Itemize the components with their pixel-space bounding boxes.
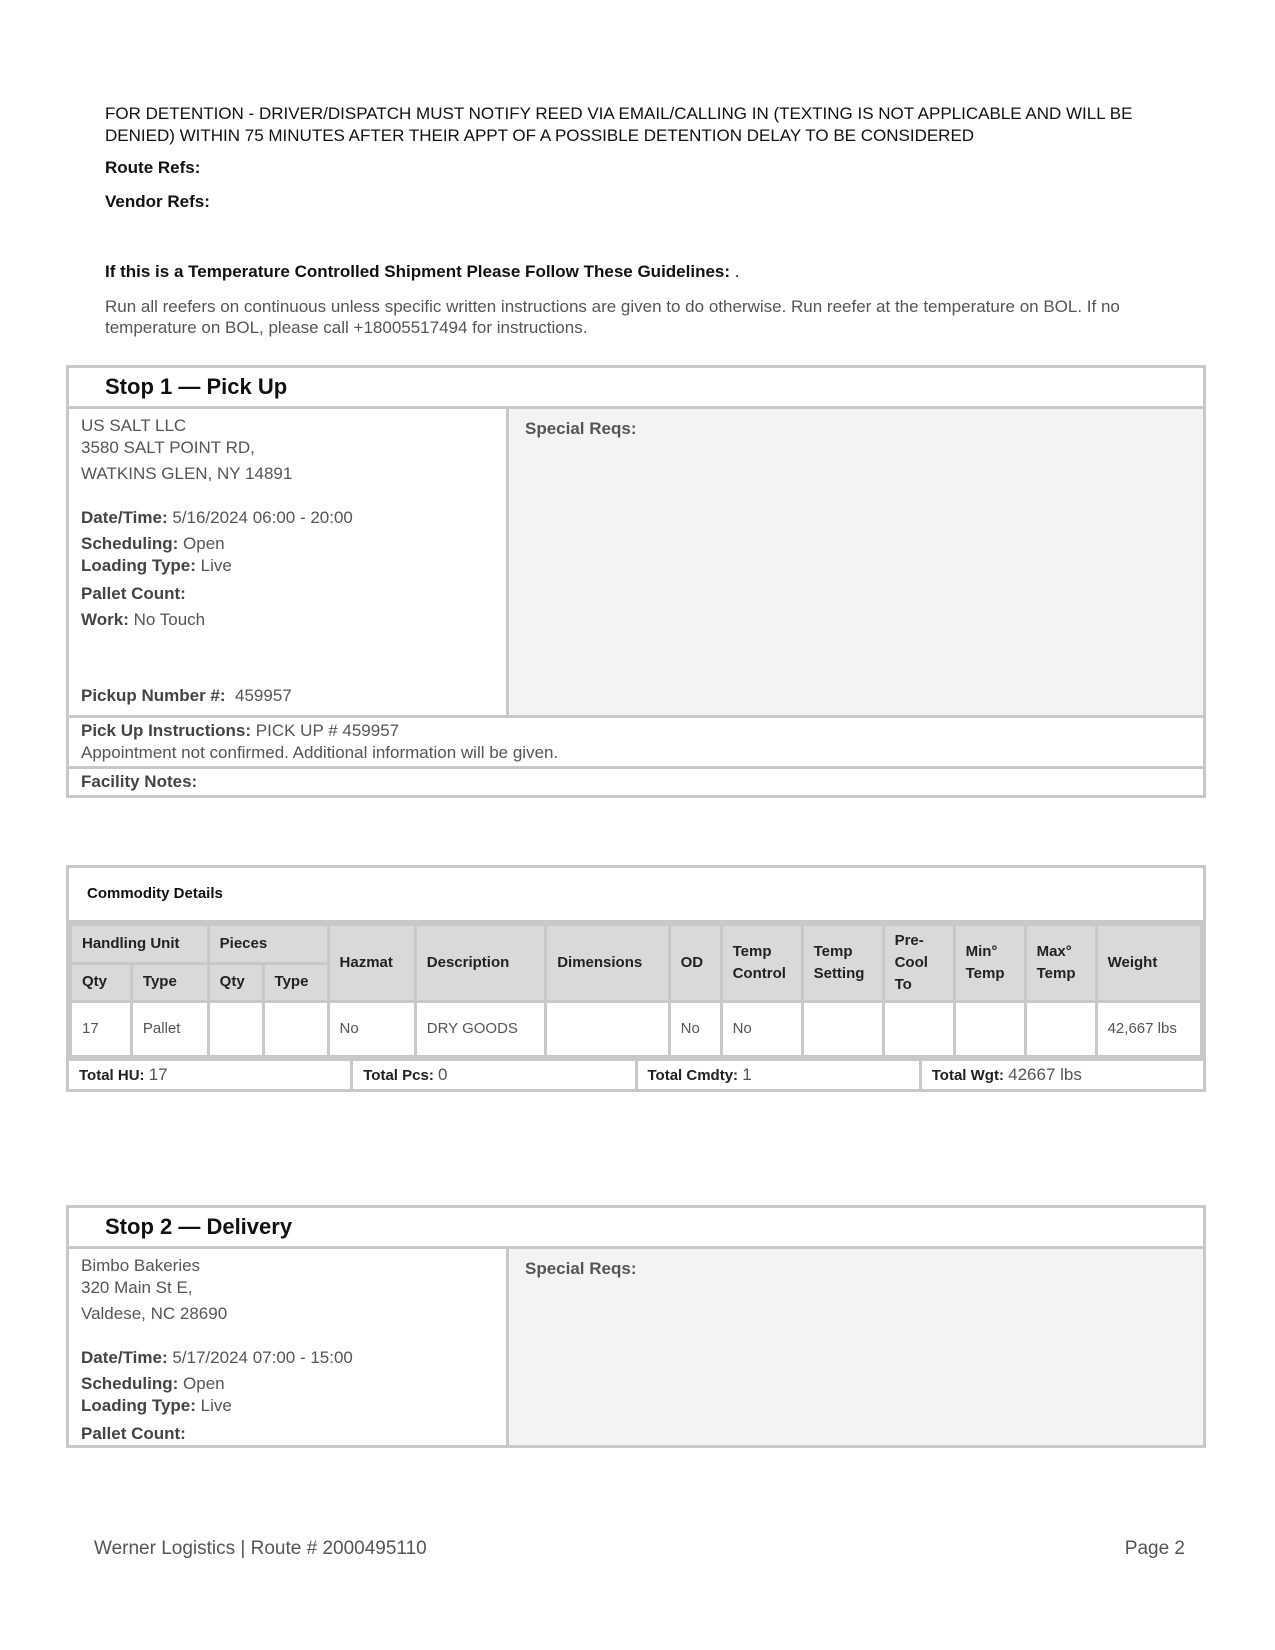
stop-2-datetime: Date/Time: 5/17/2024 07:00 - 15:00 <box>81 1348 353 1367</box>
col-temp-control: Temp Control <box>721 925 802 1002</box>
stop-1-loading: Loading Type: Live <box>81 556 232 575</box>
col-hu-qty: Qty <box>71 963 132 1002</box>
stop-2-title: Stop 2 — Delivery <box>69 1208 1203 1249</box>
stop-1-scheduling: Scheduling: Open <box>81 534 225 553</box>
stop-1-pickup-number: Pickup Number #: 459957 <box>81 686 292 705</box>
stop-1-special-label: Special Reqs: <box>525 419 637 438</box>
total-cmdty: Total Cmdty: 1 <box>638 1061 922 1089</box>
temp-heading-line <box>105 262 740 282</box>
footer-route: Werner Logistics | Route # 2000495110 <box>94 1538 427 1559</box>
stop-2-loading: Loading Type: Live <box>81 1396 232 1415</box>
stop-1-special-reqs <box>509 409 1203 715</box>
col-pieces: Pieces <box>208 925 328 964</box>
footer-page-number: Page 2 <box>1124 1538 1185 1559</box>
stop-2-special-reqs <box>509 1249 1203 1445</box>
stop-2-address1: 320 Main St E, <box>81 1278 193 1297</box>
temp-heading-suffix: . <box>730 262 740 281</box>
stop-1-instructions-note: Appointment not confirmed. Additional information will be given. <box>81 743 559 762</box>
stop-2-details <box>69 1249 509 1445</box>
stop-2-special-label: Special Reqs: <box>525 1259 637 1278</box>
stop-1-details <box>69 409 509 715</box>
total-wgt: Total Wgt: 42667 lbs <box>931 1065 1082 1084</box>
stop-1-address2: WATKINS GLEN, NY 14891 <box>81 464 293 483</box>
stop-2-box <box>66 1205 1206 1448</box>
col-hazmat: Hazmat <box>328 925 415 1002</box>
stop-1-facility-notes: Facility Notes: <box>69 766 1203 795</box>
temp-guidelines: Run all reefers on continuous unless specific written instructions are given to do otherwise. Run reefer at the temperature on BOL. If no temperature on BOL, please call +18005517494 for instructions. <box>105 297 1120 337</box>
table-row: 17 Pallet No DRY GOODS No No 42,667 lbs <box>71 1002 1202 1057</box>
col-od: OD <box>669 925 721 1002</box>
commodity-details <box>66 865 1206 1092</box>
stop-1-work: Work: No Touch <box>81 610 206 629</box>
stop-1-datetime: Date/Time: 5/16/2024 06:00 - 20:00 <box>81 508 353 527</box>
stop-1-title: Stop 1 — Pick Up <box>69 368 1203 409</box>
stop-1-name: US SALT LLC <box>81 416 187 435</box>
total-hu: Total HU: 17 <box>69 1061 353 1089</box>
col-pc-type: Type <box>263 963 328 1002</box>
stop-2-name: Bimbo Bakeries <box>81 1256 201 1275</box>
col-weight: Weight <box>1096 925 1201 1002</box>
commodity-totals <box>69 1058 1203 1089</box>
detention-notice: FOR DETENTION - DRIVER/DISPATCH MUST NOTIFY REED VIA EMAIL/CALLING IN (TEXTING IS NOT APPLICABLE AND WILL BE DENIED) WITHIN 75 MINUTES AFTER THEIR APPT OF A POSSIBLE DETENTION DELAY TO BE CONSIDERED <box>105 104 1133 145</box>
col-pc-qty: Qty <box>208 963 263 1002</box>
route-refs-label: Route Refs: <box>105 158 201 177</box>
col-temp-setting: Temp Setting <box>802 925 883 1002</box>
col-hu-type: Type <box>131 963 208 1002</box>
col-dimensions: Dimensions <box>546 925 669 1002</box>
temp-heading: If this is a Temperature Controlled Shipment Please Follow These Guidelines: <box>105 262 731 281</box>
commodity-table <box>69 923 1203 1058</box>
col-max-temp: Max° Temp <box>1025 925 1096 1002</box>
stop-2-scheduling: Scheduling: Open <box>81 1374 225 1393</box>
stop-1-box <box>66 365 1206 798</box>
total-pcs: Total Pcs: 0 <box>353 1061 637 1089</box>
stop-2-pallet-count: Pallet Count: <box>81 1424 186 1443</box>
stop-1-address1: 3580 SALT POINT RD, <box>81 438 255 457</box>
commodity-title: Commodity Details <box>69 868 1203 923</box>
col-precool: Pre-Cool To <box>883 925 954 1002</box>
stop-2-address2: Valdese, NC 28690 <box>81 1304 228 1323</box>
col-description: Description <box>415 925 545 1002</box>
vendor-refs-label: Vendor Refs: <box>105 192 210 211</box>
col-handling-unit: Handling Unit <box>71 925 209 964</box>
col-min-temp: Min° Temp <box>954 925 1025 1002</box>
stop-1-instructions: Pick Up Instructions: PICK UP # 459957 Appointment not confirmed. Additional information will be given. <box>69 715 1203 766</box>
stop-1-pallet-count: Pallet Count: <box>81 584 186 603</box>
